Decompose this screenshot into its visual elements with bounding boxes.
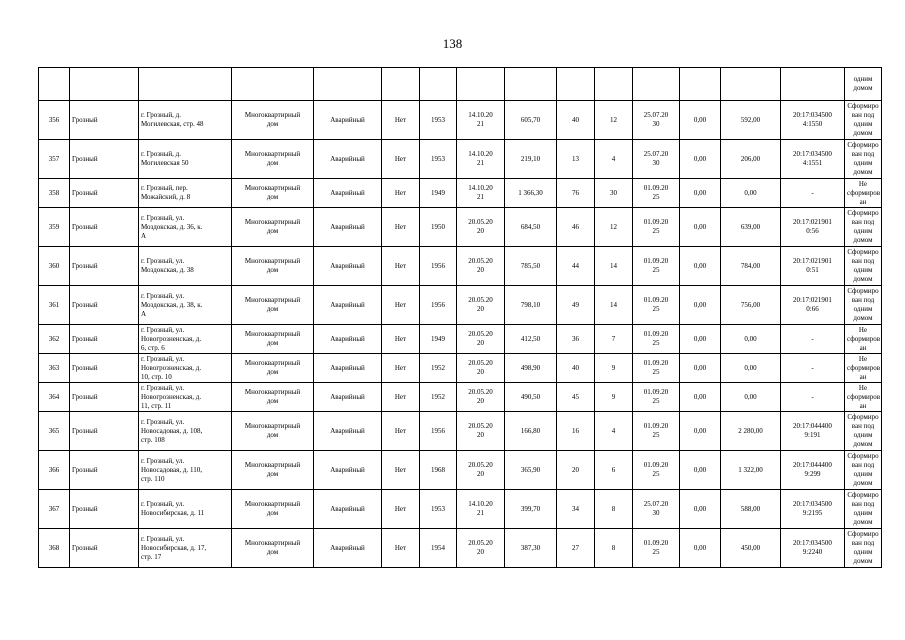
cell-year: 1968: [420, 451, 457, 490]
cell-empty: [721, 68, 781, 101]
cell-cadastral-number: 20:17:044400 9:191: [781, 412, 845, 451]
cell-municipality: Грозный: [70, 383, 139, 412]
table-row: [39, 179, 882, 208]
cell-empty: [70, 68, 139, 101]
cell-flag: Нет: [382, 247, 420, 286]
cell-empty: [633, 68, 680, 101]
cell-year: 1953: [420, 490, 457, 529]
cell-address: г. Грозный, ул. Моздокская, д. 38, к. А: [139, 286, 232, 325]
cell-units: 4: [595, 140, 633, 179]
cell-row-number: 360: [39, 247, 70, 286]
cell-units: 30: [595, 179, 633, 208]
cell-row-number: 365: [39, 412, 70, 451]
cell-units: 9: [595, 354, 633, 383]
cell-residents: 27: [557, 529, 595, 568]
cell-land-status: одним домом: [845, 68, 882, 101]
cell-recognition-date: 20.05.20 20: [457, 412, 505, 451]
cell-row-number: 362: [39, 325, 70, 354]
cell-year: 1953: [420, 101, 457, 140]
cell-resettlement-date: 01.09.20 25: [633, 412, 680, 451]
cell-cadastral-number: -: [781, 383, 845, 412]
table-row-continued: [39, 68, 882, 101]
cell-flag: Нет: [382, 179, 420, 208]
cell-cadastral-number: 20:17:044400 9:299: [781, 451, 845, 490]
cell-row-number: 356: [39, 101, 70, 140]
cell-residents: 36: [557, 325, 595, 354]
cell-residents: 40: [557, 354, 595, 383]
cell-zero-value: 0,00: [680, 412, 721, 451]
cell-condition: Аварийный: [314, 286, 382, 325]
cell-condition: Аварийный: [314, 325, 382, 354]
cell-residents: 20: [557, 451, 595, 490]
cell-municipality: Грозный: [70, 451, 139, 490]
cell-land-area: 0,00: [721, 383, 781, 412]
cell-municipality: Грозный: [70, 490, 139, 529]
cell-residents: 45: [557, 383, 595, 412]
cell-row-number: 357: [39, 140, 70, 179]
cell-address: г. Грозный, ул. Новосадовая, д. 108, стр. 108: [139, 412, 232, 451]
cell-empty: [139, 68, 232, 101]
cell-area: 365,90: [505, 451, 557, 490]
cell-land-status: Сформиро ван под одним домом: [845, 101, 882, 140]
cell-cadastral-number: 20:17:034500 9:2195: [781, 490, 845, 529]
cell-address: г. Грозный, д. Могилевская, стр. 48: [139, 101, 232, 140]
cell-year: 1949: [420, 179, 457, 208]
cell-empty: [314, 68, 382, 101]
cell-recognition-date: 20.05.20 20: [457, 451, 505, 490]
cell-resettlement-date: 01.09.20 25: [633, 247, 680, 286]
cell-units: 7: [595, 325, 633, 354]
cell-condition: Аварийный: [314, 354, 382, 383]
cell-flag: Нет: [382, 354, 420, 383]
cell-row-number: 359: [39, 208, 70, 247]
cell-row-number: 368: [39, 529, 70, 568]
cell-year: 1950: [420, 208, 457, 247]
cell-municipality: Грозный: [70, 286, 139, 325]
cell-row-number: 366: [39, 451, 70, 490]
cell-empty: [39, 68, 70, 101]
cell-flag: Нет: [382, 286, 420, 325]
cell-resettlement-date: 01.09.20 25: [633, 325, 680, 354]
cell-row-number: 363: [39, 354, 70, 383]
cell-condition: Аварийный: [314, 140, 382, 179]
cell-area: 166,80: [505, 412, 557, 451]
cell-year: 1952: [420, 354, 457, 383]
table-row: [39, 140, 882, 179]
cell-cadastral-number: 20:17:034500 9:2240: [781, 529, 845, 568]
cell-flag: Нет: [382, 490, 420, 529]
cell-building-type: Многоквартирный дом: [232, 490, 314, 529]
cell-zero-value: 0,00: [680, 354, 721, 383]
cell-units: 14: [595, 286, 633, 325]
cell-address: г. Грозный, ул. Новосадовая, д. 110, стр. 110: [139, 451, 232, 490]
cell-land-status: Не сформиров ан: [845, 354, 882, 383]
cell-building-type: Многоквартирный дом: [232, 286, 314, 325]
page-number: 138: [442, 36, 463, 51]
cell-condition: Аварийный: [314, 412, 382, 451]
cell-flag: Нет: [382, 140, 420, 179]
cell-area: 490,50: [505, 383, 557, 412]
cell-land-status: Не сформиров ан: [845, 179, 882, 208]
cell-resettlement-date: 01.09.20 25: [633, 354, 680, 383]
cell-zero-value: 0,00: [680, 383, 721, 412]
cell-resettlement-date: 01.09.20 25: [633, 383, 680, 412]
cell-empty: [382, 68, 420, 101]
cell-units: 9: [595, 383, 633, 412]
cell-address: г. Грозный, д. Могилевская 50: [139, 140, 232, 179]
table-row: [39, 286, 882, 325]
cell-cadastral-number: -: [781, 354, 845, 383]
cell-resettlement-date: 25.07.20 30: [633, 140, 680, 179]
cell-recognition-date: 20.05.20 20: [457, 247, 505, 286]
cell-land-status: Сформиро ван под одним домом: [845, 247, 882, 286]
cell-empty: [505, 68, 557, 101]
cell-cadastral-number: 20:17:034500 4:1550: [781, 101, 845, 140]
cell-municipality: Грозный: [70, 140, 139, 179]
table-row: [39, 101, 882, 140]
cell-zero-value: 0,00: [680, 140, 721, 179]
cell-zero-value: 0,00: [680, 529, 721, 568]
cell-units: 8: [595, 529, 633, 568]
cell-cadastral-number: -: [781, 325, 845, 354]
table-row: [39, 383, 882, 412]
cell-units: 8: [595, 490, 633, 529]
cell-building-type: Многоквартирный дом: [232, 247, 314, 286]
cell-area: 1 366,30: [505, 179, 557, 208]
cell-land-status: Сформиро ван под одним домом: [845, 451, 882, 490]
cell-land-status: Сформиро ван под одним домом: [845, 490, 882, 529]
cell-municipality: Грозный: [70, 325, 139, 354]
cell-units: 12: [595, 208, 633, 247]
cell-municipality: Грозный: [70, 208, 139, 247]
cell-land-status: Сформиро ван под одним домом: [845, 208, 882, 247]
cell-area: 399,70: [505, 490, 557, 529]
cell-recognition-date: 14.10.20 21: [457, 490, 505, 529]
cell-condition: Аварийный: [314, 490, 382, 529]
cell-recognition-date: 20.05.20 20: [457, 325, 505, 354]
table-row: [39, 325, 882, 354]
cell-cadastral-number: 20:17:021901 0:66: [781, 286, 845, 325]
cell-units: 4: [595, 412, 633, 451]
cell-resettlement-date: 25.07.20 30: [633, 101, 680, 140]
cell-building-type: Многоквартирный дом: [232, 208, 314, 247]
cell-municipality: Грозный: [70, 529, 139, 568]
cell-resettlement-date: 01.09.20 25: [633, 451, 680, 490]
cell-empty: [420, 68, 457, 101]
table-row: [39, 412, 882, 451]
cell-empty: [680, 68, 721, 101]
cell-recognition-date: 14.10.20 21: [457, 179, 505, 208]
cell-flag: Нет: [382, 101, 420, 140]
cell-residents: 49: [557, 286, 595, 325]
cell-address: г. Грозный, ул. Новосибирская, д. 11: [139, 490, 232, 529]
cell-cadastral-number: 20:17:021901 0:56: [781, 208, 845, 247]
cell-land-status: Сформиро ван под одним домом: [845, 412, 882, 451]
cell-zero-value: 0,00: [680, 490, 721, 529]
cell-recognition-date: 20.05.20 20: [457, 529, 505, 568]
cell-units: 12: [595, 101, 633, 140]
cell-row-number: 367: [39, 490, 70, 529]
cell-cadastral-number: 20:17:034500 4:1551: [781, 140, 845, 179]
cell-land-area: 0,00: [721, 354, 781, 383]
cell-condition: Аварийный: [314, 451, 382, 490]
cell-zero-value: 0,00: [680, 101, 721, 140]
cell-building-type: Многоквартирный дом: [232, 529, 314, 568]
cell-building-type: Многоквартирный дом: [232, 179, 314, 208]
cell-year: 1954: [420, 529, 457, 568]
cell-building-type: Многоквартирный дом: [232, 354, 314, 383]
cell-area: 219,10: [505, 140, 557, 179]
cell-recognition-date: 20.05.20 20: [457, 286, 505, 325]
housing-registry-table: [38, 67, 882, 568]
cell-cadastral-number: 20:17:021901 0:51: [781, 247, 845, 286]
cell-land-area: 639,00: [721, 208, 781, 247]
cell-area: 412,50: [505, 325, 557, 354]
cell-year: 1956: [420, 412, 457, 451]
cell-residents: 76: [557, 179, 595, 208]
cell-building-type: Многоквартирный дом: [232, 383, 314, 412]
table-row: [39, 354, 882, 383]
cell-flag: Нет: [382, 412, 420, 451]
cell-condition: Аварийный: [314, 529, 382, 568]
cell-year: 1949: [420, 325, 457, 354]
cell-area: 785,50: [505, 247, 557, 286]
cell-recognition-date: 14.10.20 21: [457, 140, 505, 179]
table-row: [39, 208, 882, 247]
cell-residents: 34: [557, 490, 595, 529]
cell-condition: Аварийный: [314, 383, 382, 412]
cell-flag: Нет: [382, 383, 420, 412]
cell-units: 14: [595, 247, 633, 286]
cell-land-status: Сформиро ван под одним домом: [845, 529, 882, 568]
cell-condition: Аварийный: [314, 101, 382, 140]
cell-flag: Нет: [382, 325, 420, 354]
cell-building-type: Многоквартирный дом: [232, 412, 314, 451]
cell-resettlement-date: 25.07.20 30: [633, 490, 680, 529]
cell-building-type: Многоквартирный дом: [232, 451, 314, 490]
cell-land-status: Сформиро ван под одним домом: [845, 286, 882, 325]
cell-year: 1956: [420, 247, 457, 286]
cell-area: 798,10: [505, 286, 557, 325]
cell-municipality: Грозный: [70, 247, 139, 286]
cell-flag: Нет: [382, 208, 420, 247]
cell-address: г. Грозный, ул. Новогрозненская, д. 6, стр. 6: [139, 325, 232, 354]
cell-land-status: Не сформиров ан: [845, 325, 882, 354]
cell-land-area: 450,00: [721, 529, 781, 568]
cell-zero-value: 0,00: [680, 325, 721, 354]
cell-resettlement-date: 01.09.20 25: [633, 208, 680, 247]
cell-year: 1952: [420, 383, 457, 412]
cell-residents: 16: [557, 412, 595, 451]
cell-recognition-date: 20.05.20 20: [457, 208, 505, 247]
cell-residents: 13: [557, 140, 595, 179]
table-row: [39, 451, 882, 490]
cell-area: 684,50: [505, 208, 557, 247]
cell-resettlement-date: 01.09.20 25: [633, 179, 680, 208]
cell-address: г. Грозный, ул. Моздокская, д. 36, к. А: [139, 208, 232, 247]
cell-address: г. Грозный, ул. Новогрозненская, д. 10, стр. 10: [139, 354, 232, 383]
cell-area: 498,90: [505, 354, 557, 383]
table-row: [39, 247, 882, 286]
cell-recognition-date: 20.05.20 20: [457, 383, 505, 412]
cell-building-type: Многоквартирный дом: [232, 325, 314, 354]
cell-zero-value: 0,00: [680, 286, 721, 325]
cell-row-number: 361: [39, 286, 70, 325]
cell-residents: 40: [557, 101, 595, 140]
cell-land-area: 592,00: [721, 101, 781, 140]
cell-year: 1956: [420, 286, 457, 325]
cell-land-area: 784,00: [721, 247, 781, 286]
cell-empty: [457, 68, 505, 101]
cell-building-type: Многоквартирный дом: [232, 140, 314, 179]
cell-zero-value: 0,00: [680, 208, 721, 247]
cell-land-area: 0,00: [721, 325, 781, 354]
cell-condition: Аварийный: [314, 247, 382, 286]
cell-resettlement-date: 01.09.20 25: [633, 529, 680, 568]
cell-zero-value: 0,00: [680, 179, 721, 208]
cell-flag: Нет: [382, 529, 420, 568]
cell-condition: Аварийный: [314, 179, 382, 208]
cell-units: 6: [595, 451, 633, 490]
cell-building-type: Многоквартирный дом: [232, 101, 314, 140]
cell-cadastral-number: -: [781, 179, 845, 208]
cell-residents: 44: [557, 247, 595, 286]
cell-flag: Нет: [382, 451, 420, 490]
cell-area: 387,30: [505, 529, 557, 568]
cell-municipality: Грозный: [70, 101, 139, 140]
cell-empty: [595, 68, 633, 101]
cell-land-status: Сформиро ван под одним домом: [845, 140, 882, 179]
cell-land-area: 2 280,00: [721, 412, 781, 451]
cell-year: 1953: [420, 140, 457, 179]
cell-row-number: 364: [39, 383, 70, 412]
cell-municipality: Грозный: [70, 179, 139, 208]
table-row: [39, 490, 882, 529]
cell-land-status: Не сформиров ан: [845, 383, 882, 412]
cell-empty: [557, 68, 595, 101]
cell-zero-value: 0,00: [680, 247, 721, 286]
cell-land-area: 0,00: [721, 179, 781, 208]
cell-row-number: 358: [39, 179, 70, 208]
cell-address: г. Грозный, пер. Можайский, д. 8: [139, 179, 232, 208]
cell-land-area: 206,00: [721, 140, 781, 179]
cell-recognition-date: 14.10.20 21: [457, 101, 505, 140]
table-body: [39, 68, 882, 568]
table-row: [39, 529, 882, 568]
cell-resettlement-date: 01.09.20 25: [633, 286, 680, 325]
cell-zero-value: 0,00: [680, 451, 721, 490]
cell-empty: [232, 68, 314, 101]
cell-land-area: 1 322,00: [721, 451, 781, 490]
cell-empty: [781, 68, 845, 101]
cell-residents: 46: [557, 208, 595, 247]
cell-recognition-date: 20.05.20 20: [457, 354, 505, 383]
cell-municipality: Грозный: [70, 354, 139, 383]
cell-condition: Аварийный: [314, 208, 382, 247]
cell-municipality: Грозный: [70, 412, 139, 451]
cell-land-area: 588,00: [721, 490, 781, 529]
cell-address: г. Грозный, ул. Новогрозненская, д. 11, стр. 11: [139, 383, 232, 412]
cell-area: 605,70: [505, 101, 557, 140]
cell-address: г. Грозный, ул. Новосибирская, д. 17, стр. 17: [139, 529, 232, 568]
cell-land-area: 756,00: [721, 286, 781, 325]
cell-address: г. Грозный, ул. Моздокская, д. 38: [139, 247, 232, 286]
